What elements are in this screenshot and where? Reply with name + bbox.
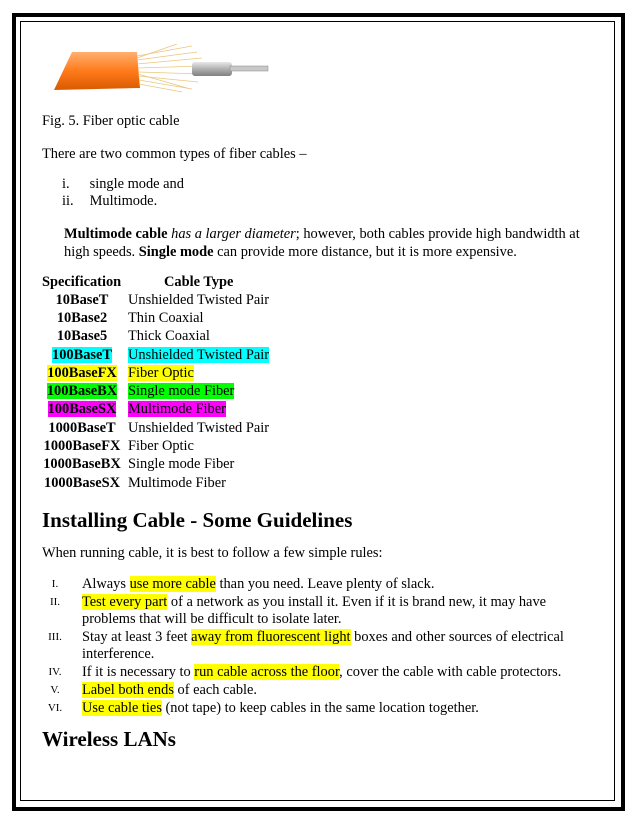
rule-highlight: run cable across the floor — [194, 664, 340, 680]
cable-type-cell — [126, 382, 269, 400]
spec-cell — [42, 401, 126, 419]
cable-type-cell — [126, 437, 269, 455]
single-mode-label: Single mode — [138, 244, 214, 260]
paragraph-text: can provide more distance, but it is more expensive. — [217, 244, 517, 260]
list-item — [62, 176, 184, 193]
rule-text: (not tape) to keep cables in the same location together. — [161, 700, 479, 716]
list-item — [42, 664, 602, 681]
list-item — [42, 594, 602, 628]
table-row — [42, 346, 269, 364]
table-row — [42, 291, 269, 309]
cable-type-text: Fiber Optic — [128, 438, 194, 455]
table-row — [42, 456, 269, 474]
multimode-label: Multimode cable — [64, 226, 168, 242]
cable-type-text: Multimode Fiber — [128, 401, 226, 418]
list-item — [42, 629, 602, 663]
spec-cell — [42, 474, 126, 492]
fiber-types-intro: There are two common types of fiber cables – — [42, 146, 307, 162]
table-row — [42, 401, 269, 419]
spec-text: 1000BaseT — [48, 419, 116, 436]
spec-cell — [42, 364, 126, 382]
cable-type-text: Thick Coaxial — [128, 328, 210, 345]
guidelines-list — [42, 576, 602, 718]
list-number: I. — [51, 578, 59, 590]
paragraph-text: ; however, both cables provide high bandwidth at high speeds. — [64, 226, 580, 260]
cable-type-text: Single mode Fiber — [128, 456, 235, 473]
cable-type-text: Thin Coaxial — [128, 309, 204, 326]
section-heading-wireless: Wireless LANs — [42, 727, 176, 751]
cable-type-cell — [126, 456, 269, 474]
rule-highlight: Use cable ties — [82, 700, 162, 716]
list-number: IV. — [48, 666, 62, 678]
spec-cell — [42, 419, 126, 437]
cable-type-cell — [126, 401, 269, 419]
spec-cell — [42, 291, 126, 309]
table-row — [42, 419, 269, 437]
cable-type-cell — [126, 419, 269, 437]
list-number: VI. — [47, 702, 63, 714]
spec-text: 100BaseSX — [47, 401, 117, 418]
spec-header: Specification — [42, 273, 122, 290]
cable-type-cell — [126, 309, 269, 327]
cable-type-cell — [126, 474, 269, 492]
figure-caption: Fig. 5. Fiber optic cable — [42, 113, 180, 129]
rule-text: , cover the cable with cable protectors. — [339, 664, 562, 680]
spec-cell — [42, 328, 126, 346]
spec-text: 1000BaseSX — [44, 474, 120, 491]
table-header-row — [42, 273, 269, 291]
rules-intro: When running cable, it is best to follow a few simple rules: — [42, 545, 383, 561]
cable-type-cell — [126, 364, 269, 382]
cable-type-text: Unshielded Twisted Pair — [128, 346, 270, 363]
spec-text: 1000BaseFX — [43, 438, 121, 455]
list-item — [42, 700, 602, 717]
rule-highlight: use more cable — [129, 576, 216, 592]
list-number: ii. — [62, 193, 74, 209]
spec-text: 100BaseBX — [46, 383, 118, 400]
list-number: i. — [62, 176, 70, 192]
rule-text: Stay at least 3 feet — [82, 629, 192, 645]
cable-type-text: Unshielded Twisted Pair — [128, 291, 270, 308]
cable-spec-table — [42, 273, 269, 492]
spec-cell — [42, 346, 126, 364]
list-text: Multimode. — [89, 193, 158, 209]
list-number: III. — [48, 631, 62, 643]
spec-text: 10BaseT — [55, 291, 109, 308]
fiber-description-paragraph — [64, 225, 594, 261]
spec-cell — [42, 437, 126, 455]
table-row — [42, 364, 269, 382]
cable-type-cell — [126, 346, 269, 364]
spec-cell — [42, 382, 126, 400]
rule-highlight: away from fluorescent light — [191, 629, 351, 645]
list-item — [42, 682, 602, 699]
cable-type-text: Fiber Optic — [128, 364, 194, 381]
cable-type-cell — [126, 328, 269, 346]
rule-highlight: Label both ends — [82, 682, 174, 698]
table-row — [42, 382, 269, 400]
list-number: V. — [50, 684, 60, 696]
rule-text: of each cable. — [173, 682, 258, 698]
spec-cell — [42, 309, 126, 327]
spec-text: 10Base2 — [56, 309, 108, 326]
rule-highlight: Test every part — [82, 594, 168, 610]
table-row — [42, 328, 269, 346]
list-item — [62, 193, 157, 210]
rule-text: than you need. Leave plenty of slack. — [215, 576, 435, 592]
spec-text: 1000BaseBX — [43, 456, 121, 473]
type-header: Cable Type — [164, 273, 234, 290]
rule-text: boxes and other sources of electrical interference. — [82, 629, 564, 662]
spec-text: 10Base5 — [56, 328, 108, 345]
table-row — [42, 474, 269, 492]
list-text: single mode and — [89, 176, 184, 192]
spec-text: 100BaseT — [52, 346, 112, 363]
diameter-text: has a larger diameter — [171, 226, 296, 242]
cable-type-text: Single mode Fiber — [128, 383, 235, 400]
list-number: II. — [49, 596, 61, 608]
list-item — [42, 576, 602, 593]
rule-text: If it is necessary to — [82, 664, 195, 680]
table-row — [42, 309, 269, 327]
section-heading-installing: Installing Cable - Some Guidelines — [42, 508, 353, 532]
cable-type-text: Unshielded Twisted Pair — [128, 419, 270, 436]
rule-text: of a network as you install it. Even if it is brand new, it may have problems that will be difficult to isolate later. — [82, 594, 547, 627]
table-row — [42, 437, 269, 455]
spec-cell — [42, 456, 126, 474]
cable-type-cell — [126, 291, 269, 309]
rule-text: Always — [82, 576, 130, 592]
spec-text: 100BaseFX — [47, 364, 117, 381]
fiber-optic-cable-illustration — [52, 44, 272, 94]
cable-type-text: Multimode Fiber — [128, 474, 226, 491]
